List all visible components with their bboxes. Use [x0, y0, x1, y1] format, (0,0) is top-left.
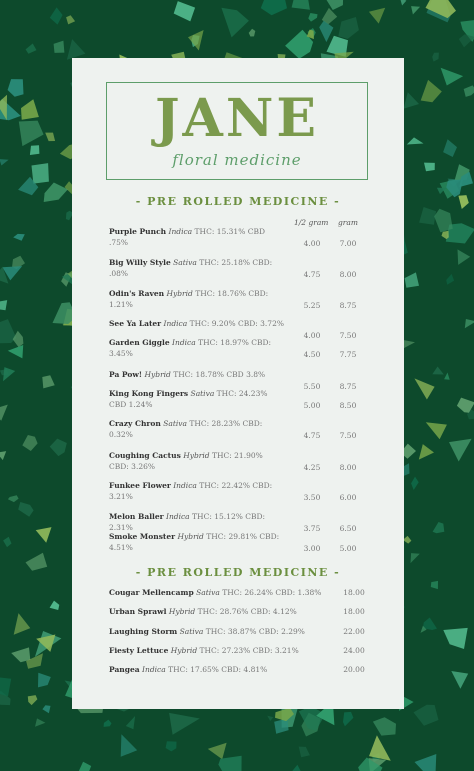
item-cannabinoids: THC: 21.90% [211, 451, 263, 460]
item-type: Sativa [177, 627, 206, 636]
item-name: Funkee Flower [109, 481, 171, 490]
menu-item [109, 226, 285, 248]
item-type: Hybrid [168, 646, 200, 655]
item-name: See Ya Later [109, 319, 162, 328]
item-name: Pangea [109, 665, 140, 674]
item-type: Indica [139, 665, 169, 674]
price-half-gram: 5.00 [303, 401, 321, 410]
price: 18.00 [343, 607, 365, 616]
price-gram: 5.00 [339, 544, 357, 553]
price-gram: 8.75 [339, 301, 357, 310]
item-name: Garden Giggle [109, 338, 170, 347]
price-half-gram: 3.75 [303, 524, 321, 533]
item-type: Indica [161, 319, 190, 328]
price-half-gram: 4.50 [303, 350, 321, 359]
price-half-gram: 4.75 [303, 270, 321, 279]
menu-item [109, 626, 349, 637]
item-cannabinoids-cont: CBD 1.24% [109, 400, 153, 409]
item-cannabinoids: THC: 18.76% CBD: [195, 289, 269, 298]
menu-item [109, 369, 285, 380]
item-cannabinoids: THC: 9.20% CBD: 3.72% [189, 319, 284, 328]
price-gram: 8.50 [339, 401, 357, 410]
price-gram: 7.00 [339, 239, 357, 248]
item-cannabinoids-cont: 0.32% [109, 430, 133, 439]
item-cannabinoids: THC: 15.12% CBD: 2.31% [109, 512, 266, 532]
item-name: King Kong Fingers [109, 389, 189, 398]
item-name: Cougar Mellencamp [109, 588, 194, 597]
item-name: Odin's Raven [109, 289, 165, 298]
item-type: Indica [166, 227, 195, 236]
price-gram: 7.50 [339, 431, 357, 440]
price-half-gram: 4.75 [303, 431, 321, 440]
price-half-gram: 3.00 [303, 544, 321, 553]
brand-subtitle: floral medicine [172, 151, 302, 169]
item-type: Indica [163, 512, 193, 521]
item-cannabinoids: THC: 29.81% CBD: [206, 532, 280, 541]
item-name: Melon Baller [109, 512, 164, 521]
menu-item [109, 450, 285, 472]
menu-item [109, 645, 349, 656]
item-type: Sativa [160, 419, 190, 428]
item-name: Smoke Monster [109, 532, 176, 541]
menu-item [109, 664, 349, 675]
item-cannabinoids: THC: 15.31% CBD [194, 227, 265, 236]
price-half-gram: 5.50 [303, 382, 321, 391]
item-cannabinoids-cont: 3.45% [109, 349, 133, 358]
section1-heading: - PRE ROLLED MEDICINE - [135, 195, 341, 208]
item-name: Pa Pow! [109, 370, 143, 379]
col-half-gram: 1/2 gram [294, 218, 329, 227]
item-cannabinoids: THC: 18.97% CBD: [198, 338, 272, 347]
price-half-gram: 4.00 [303, 239, 321, 248]
price: 22.00 [343, 627, 365, 636]
menu-item [109, 337, 285, 359]
brand-title: JANE [154, 88, 320, 149]
item-name: Coughing Cactus [109, 451, 181, 460]
item-cannabinoids: THC: 18.78% CBD 3.8% [173, 370, 266, 379]
price-half-gram: 4.00 [303, 331, 321, 340]
item-type: Indica [169, 338, 199, 347]
item-name: Purple Punch [109, 227, 167, 236]
price-half-gram: 5.25 [303, 301, 321, 310]
col-gram: gram [338, 218, 358, 227]
terrazzo-chip [32, 163, 49, 184]
item-cannabinoids: THC: 26.24% CBD: 1.38% [222, 588, 322, 597]
price-half-gram: 3.50 [303, 493, 321, 502]
section2-heading: - PRE ROLLED MEDICINE - [135, 566, 341, 579]
item-name: Urban Sprawl [109, 607, 167, 616]
item-cannabinoids: THC: 27.23% CBD: 3.21% [199, 646, 299, 655]
item-cannabinoids-cont: 3.21% [109, 492, 133, 501]
menu-item [109, 288, 285, 310]
price-gram: 7.75 [339, 350, 357, 359]
menu-item [109, 318, 285, 329]
price-gram: 6.00 [339, 493, 357, 502]
item-cannabinoids: THC: 17.65% CBD: 4.81% [168, 665, 268, 674]
item-type: Hybrid [180, 451, 212, 460]
price: 20.00 [343, 665, 365, 674]
price-half-gram: 4.25 [303, 463, 321, 472]
item-cannabinoids-cont: CBD: 3.26% [109, 462, 155, 471]
item-cannabinoids-cont: .75% [109, 238, 129, 247]
item-cannabinoids-cont: 4.51% [109, 543, 133, 552]
item-cannabinoids: THC: 22.42% CBD: [199, 481, 273, 490]
item-type: Hybrid [166, 607, 198, 616]
item-name: Crazy Chron [109, 419, 161, 428]
price-gram: 8.00 [339, 270, 357, 279]
price: 24.00 [343, 646, 365, 655]
item-type: Hybrid [175, 532, 207, 541]
menu-item [109, 388, 285, 410]
menu-item [109, 531, 285, 553]
item-cannabinoids: THC: 38.87% CBD: 2.29% [205, 627, 305, 636]
item-cannabinoids: THC: 25.18% CBD: [199, 258, 273, 267]
menu-item [109, 511, 285, 533]
price: 18.00 [343, 588, 365, 597]
menu-item [109, 587, 349, 598]
item-type: Indica [170, 481, 200, 490]
item-cannabinoids-cont: .08% [109, 269, 129, 278]
item-name: Big Willy Style [109, 258, 171, 267]
item-type: Sativa [188, 389, 217, 398]
item-type: Hybrid [164, 289, 196, 298]
item-name: Fiesty Lettuce [109, 646, 169, 655]
price-gram: 8.00 [339, 463, 357, 472]
item-cannabinoids: THC: 28.23% CBD: [189, 419, 263, 428]
item-cannabinoids-cont: 1.21% [109, 300, 133, 309]
menu-item [109, 257, 285, 279]
price-gram: 8.75 [339, 382, 357, 391]
item-cannabinoids: THC: 24.23% [216, 389, 268, 398]
item-name: Laughing Storm [109, 627, 178, 636]
item-cannabinoids: THC: 28.76% CBD: 4.12% [197, 607, 297, 616]
item-type: Sativa [193, 588, 223, 597]
price-gram: 7.50 [339, 331, 357, 340]
menu-item [109, 418, 285, 440]
item-type: Sativa [170, 258, 200, 267]
logo [106, 82, 368, 180]
menu-item [109, 480, 285, 502]
item-type: Hybrid [142, 370, 174, 379]
price-gram: 6.50 [339, 524, 357, 533]
terrazzo-chip [30, 145, 40, 155]
menu-item [109, 606, 349, 617]
